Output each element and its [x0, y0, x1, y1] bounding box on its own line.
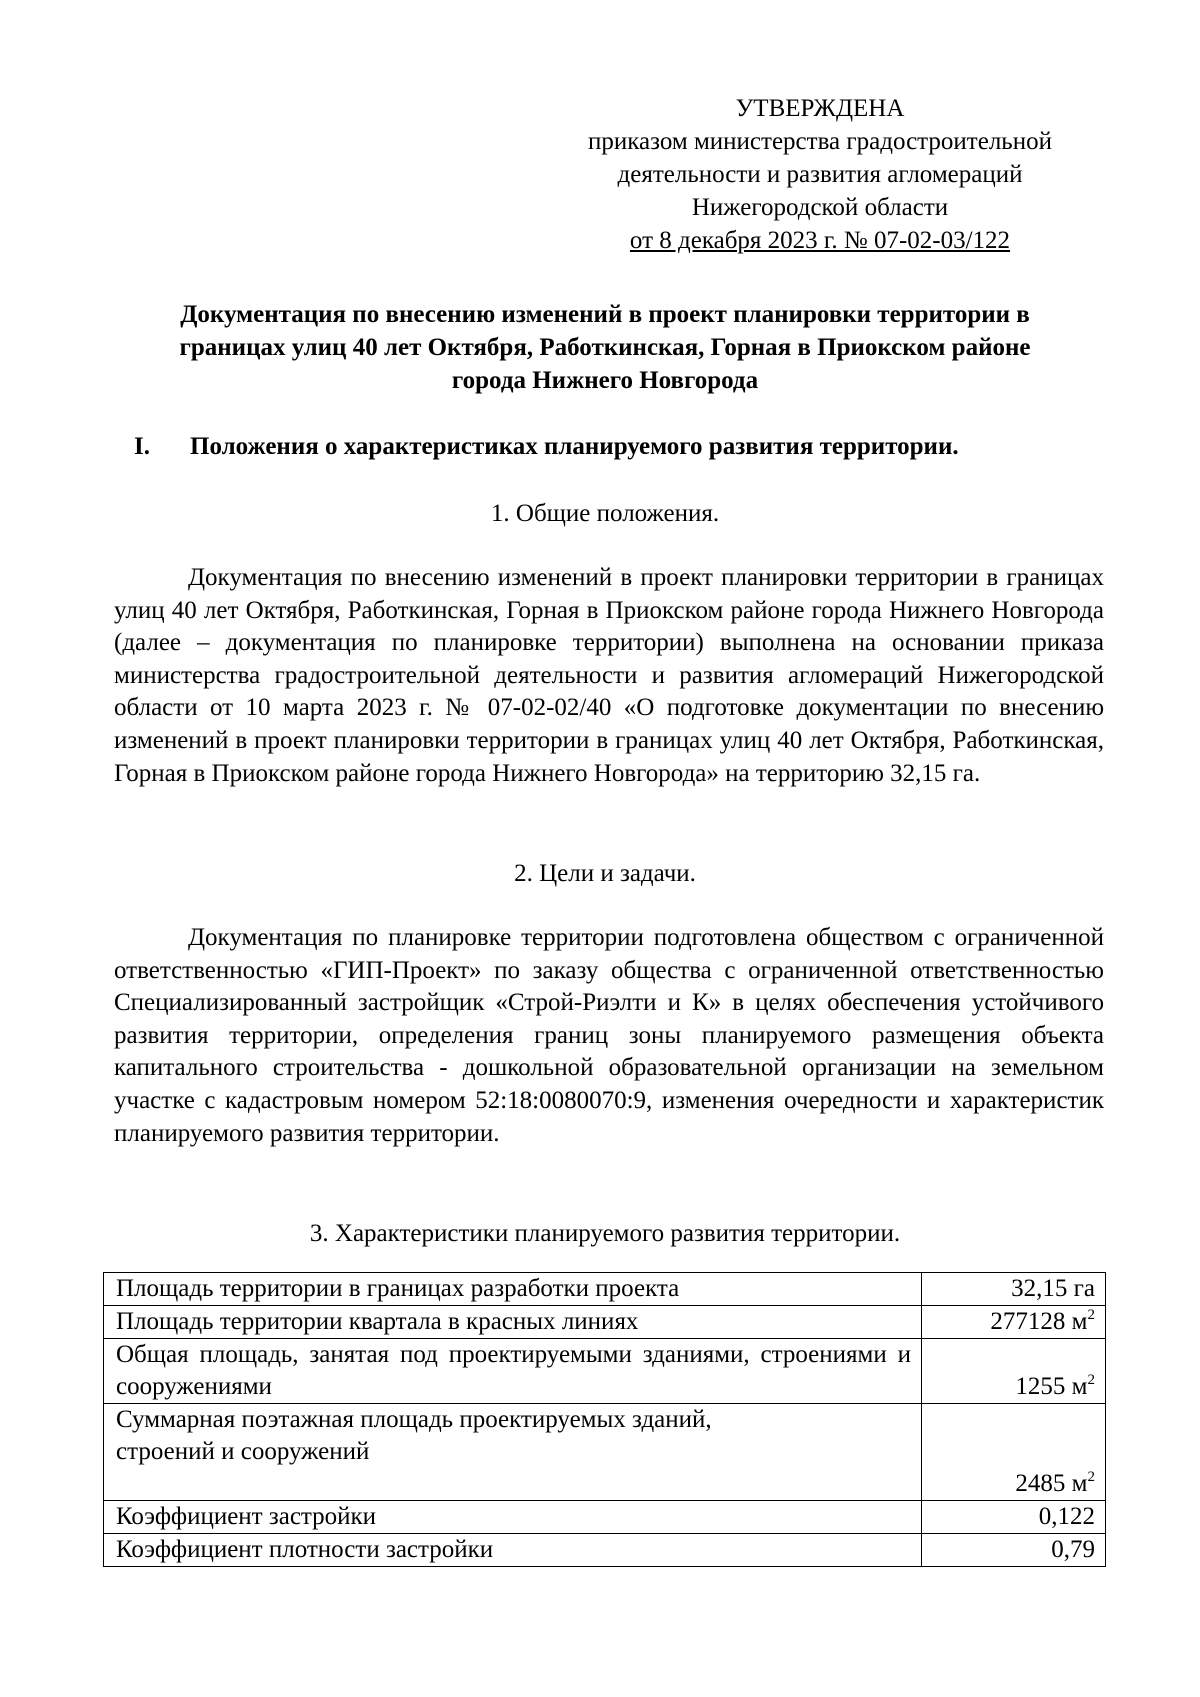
- subheading-general: 1. Общие положения.: [490, 500, 720, 527]
- table-row: [104, 1404, 1106, 1501]
- table-row: [104, 1501, 1106, 1534]
- table-row: [104, 1534, 1106, 1567]
- table-cell-value: 0,122: [922, 1501, 1106, 1534]
- paragraph-goals: Документация по планировке территории подготовлена обществом с ограниченной ответственностью «ГИП-Проект» по заказу общества с ограниченной ответственностью Специализированный застройщик «Строй-Риэлти и К» в целях обеспечения устойчивого развития территории, определения границ зоны планируемого размещения объекта капитального строительства - дошкольной образовательной организации на земельном участке с кадастровым номером 52:18:0080070:9, изменения очередности и характеристик планируемого развития территории.: [114, 924, 1104, 1147]
- table-row: [104, 1306, 1106, 1339]
- table-cell-value: 2485 $м^2$: [922, 1404, 1106, 1501]
- document-title: [110, 298, 1100, 397]
- table-cell-label: Площадь территории квартала в красных линиях: [104, 1306, 922, 1339]
- table-cell-value: 0,79: [922, 1534, 1106, 1567]
- document-title-line: города Нижнего Новгорода: [451, 367, 759, 394]
- table-cell-label: Общая площадь, занятая под проектируемыми зданиями, строениями и сооружениями: [104, 1339, 922, 1404]
- table-cell-label: Коэффициент плотности застройки: [104, 1534, 922, 1567]
- approval-line: УТВЕРЖДЕНА: [735, 95, 905, 122]
- table-cell-value: 277128 $м^2$: [922, 1306, 1106, 1339]
- approval-line: Нижегородской области: [691, 194, 949, 221]
- table-cell-label: Площадь территории в границах разработки проекта: [104, 1273, 922, 1306]
- approval-stamp: [540, 92, 1100, 257]
- approval-line: деятельности и развития агломераций: [617, 161, 1023, 188]
- approval-line: приказом министерства градостроительной: [588, 128, 1052, 155]
- subheading-goals: 2. Цели и задачи.: [514, 860, 696, 887]
- table-cell-value: 32,15 га: [922, 1273, 1106, 1306]
- table-row: [104, 1273, 1106, 1306]
- subheading-characteristics: 3. Характеристики планируемого развития территории.: [309, 1220, 901, 1247]
- section-title: Положения о характеристиках планируемого развития территории.: [190, 433, 959, 460]
- section-heading: [134, 430, 1124, 463]
- paragraph-general: Документация по внесению изменений в проект планировки территории в границах улиц 40 лет Октября, Работкинская, Горная в Приокском районе города Нижнего Новгорода (далее – документация по планировке территории) выполнена на основании приказа министерства градостроительной деятельности и развития агломераций Нижегородской области от 10 марта 2023 г. № 07-02-02/40 «О подготовке документации по внесению изменений в проект планировки территории в границах улиц 40 лет Октября, Работкинская, Горная в Приокском районе города Нижнего Новгорода» на территорию 32,15 га.: [114, 564, 1104, 787]
- table-row: [104, 1339, 1106, 1404]
- table-cell-value: 1255 $м^2$: [922, 1339, 1106, 1404]
- approval-order-reference: от 8 декабря 2023 г. № 07-02-03/122: [629, 227, 1011, 254]
- table-cell-label: Коэффициент застройки: [104, 1501, 922, 1534]
- document-title-line: Документация по внесению изменений в проект планировки территории в: [180, 301, 1030, 328]
- characteristics-table: [103, 1272, 1106, 1567]
- document-title-line: границах улиц 40 лет Октября, Работкинская, Горная в Приокском районе: [179, 334, 1031, 361]
- section-number: I.: [134, 433, 150, 460]
- table-cell-label: Суммарная поэтажная площадь проектируемых зданий, строений и сооружений: [104, 1404, 922, 1501]
